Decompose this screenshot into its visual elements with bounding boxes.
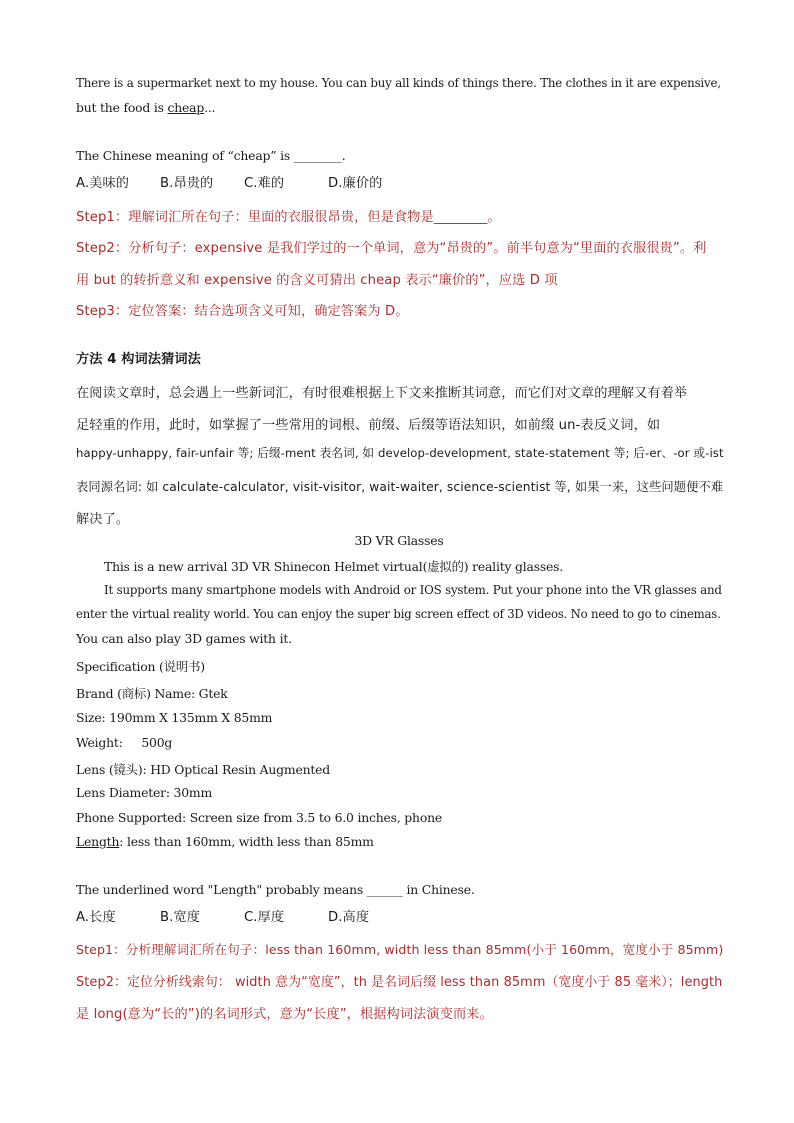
spec-length-rest: : less than 160mm, width less than 85mm xyxy=(119,834,374,849)
passage1-line1: There is a supermarket next to my house. You can buy all kinds of things there. The clothes in it are expensive, xyxy=(76,76,721,90)
underlined-word-length: Length xyxy=(76,834,120,849)
spec-weight: Weight: 500g xyxy=(76,735,173,750)
method4-line1: 在阅读文章时，总会遇上一些新词汇，有时很难根据上下文来推断其词意，而它们对文章的理解又有着举 xyxy=(76,386,688,401)
passage1-line2-pre: but the food is xyxy=(76,100,168,115)
steps2-step2-line1: Step2：定位分析线索句： width 意为“宽度”，th 是名词后缀 less than 85mm（宽度小于 85 毫米）；length xyxy=(76,975,723,990)
method4-line4: 表同源名词: 如 calculate-calculator, visit-visitor, wait-waiter, science-scientist 等, 如果一来，这些问题便不难 xyxy=(76,480,724,494)
question1-option-c: C.难的 xyxy=(244,176,285,191)
passage2-para2-line3: You can also play 3D games with it. xyxy=(76,631,292,646)
question1-option-b: B.昂贵的 xyxy=(160,176,214,191)
question1-stem: The Chinese meaning of “cheap” is ________. xyxy=(76,148,346,163)
question1-options xyxy=(76,172,412,191)
steps1-step2-line1: Step2：分析句子：expensive 是我们学过的一个单词，意为“昂贵的”。前半句意为“里面的衣服很贵”。利 xyxy=(76,241,707,256)
question2-option-a: A.长度 xyxy=(76,910,116,925)
passage2-title: 3D VR Glasses xyxy=(354,533,444,548)
question2-options xyxy=(76,906,412,925)
steps2-step2-line2: 是 long(意为“长的”)的名词形式，意为“长度”，根据构词法演变而来。 xyxy=(76,1007,493,1022)
passage2-para2-line1: It supports many smartphone models with Android or IOS system. Put your phone into the VR glasses and xyxy=(104,583,722,597)
method4-heading: 方法 4 构词法猜词法 xyxy=(76,352,201,367)
method4-line2: 足轻重的作用，此时，如掌握了一些常用的词根、前缀、后缀等语法知识，如前缀 un-表反义词，如 xyxy=(76,418,661,433)
passage1-line2 xyxy=(76,100,215,115)
steps1-step3: Step3：定位答案：结合选项含义可知，确定答案为 D。 xyxy=(76,304,409,319)
passage2-para2-line2: enter the virtual reality world. You can enjoy the super big screen effect of 3D videos. No need to go to cinemas. xyxy=(76,607,721,621)
spec-lens: Lens (镜头): HD Optical Resin Augmented xyxy=(76,762,331,777)
passage2-para1: This is a new arrival 3D VR Shinecon Helmet virtual(虚拟的) reality glasses. xyxy=(104,559,564,574)
spec-brand: Brand (商标) Name: Gtek xyxy=(76,686,228,701)
question2-option-d: D.高度 xyxy=(328,910,370,925)
question1-option-d: D.廉价的 xyxy=(328,176,383,191)
spec-phone-supported: Phone Supported: Screen size from 3.5 to 6.0 inches, phone xyxy=(76,810,442,825)
spec-size: Size: 190mm X 135mm X 85mm xyxy=(76,710,273,725)
passage1-line2-post: ... xyxy=(204,100,216,115)
method4-line3: happy-unhappy, fair-unfair 等; 后缀-ment 表名词, 如 develop-development, state-statement 等; 后-er、-or 或-ist xyxy=(76,446,724,460)
question2-stem: The underlined word "Length" probably means ______ in Chinese. xyxy=(76,882,475,897)
spec-length xyxy=(76,834,374,849)
steps2-step1: Step1：分析理解词汇所在句子：less than 160mm, width less than 85mm(小于 160mm，宽度小于 85mm) xyxy=(76,942,724,957)
question2-option-c: C.厚度 xyxy=(244,910,285,925)
steps1-step1: Step1：理解词汇所在句子：里面的衣服很昂贵，但是食物是________。 xyxy=(76,210,501,225)
question1-option-a: A.美味的 xyxy=(76,176,130,191)
steps1-step2-line2: 用 but 的转折意义和 expensive 的含义可猜出 cheap 表示“廉价的”，应选 D 项 xyxy=(76,273,558,288)
spec-lens-diameter: Lens Diameter: 30mm xyxy=(76,785,213,800)
underlined-word-cheap: cheap xyxy=(167,100,205,115)
question2-option-b: B.宽度 xyxy=(160,910,201,925)
spec-title: Specification (说明书) xyxy=(76,659,205,674)
method4-line5: 解决了。 xyxy=(76,512,130,527)
